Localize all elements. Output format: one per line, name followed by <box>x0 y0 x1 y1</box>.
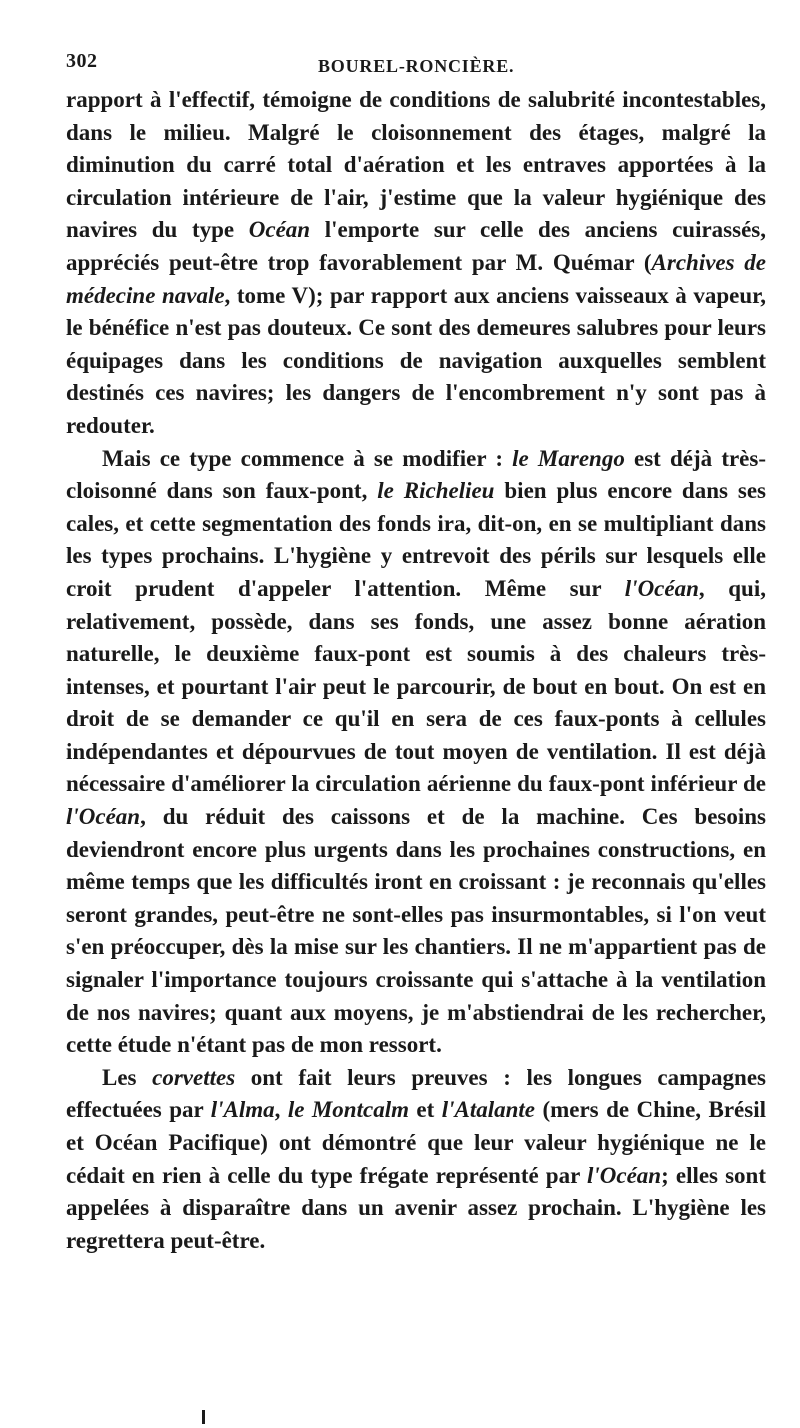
text-run: Les <box>102 1064 153 1090</box>
italic-text: l'Atalante <box>441 1097 536 1123</box>
italic-text: l'Alma <box>210 1097 275 1123</box>
italic-text: le Richelieu <box>377 478 495 504</box>
italic-text: l'Océan <box>587 1162 662 1188</box>
italic-text: le Marengo <box>512 445 625 471</box>
page-number: 302 <box>66 50 98 72</box>
text-run: (mers de Chine, Brésil et Océan Pacifique) ont démontré que leur valeur hygiénique ne le cédait en rien à celle du type frégate représenté par <box>66 1097 766 1188</box>
paragraph <box>66 84 766 443</box>
italic-text: l'Océan <box>66 804 141 830</box>
italic-text: Archives de médecine navale <box>66 249 766 308</box>
paragraph <box>66 443 766 1062</box>
body-text <box>66 84 766 1257</box>
document-page <box>66 44 766 1257</box>
page-header <box>66 44 766 84</box>
text-run: ont fait leurs preuves : les longues campagnes effectuées par <box>66 1064 767 1123</box>
paragraph <box>66 1062 766 1258</box>
italic-text: l'Océan <box>624 575 699 601</box>
italic-text: le Montcalm <box>287 1097 409 1123</box>
text-run: bien plus encore dans ses cales, et cette segmentation des fonds ira, dit-on, en se multipliant dans les types prochains. L'hygiène y entrevoit des périls sur lesquels elle croit prudent d'appeler l'attention. Même sur <box>66 478 766 601</box>
text-run: et <box>408 1097 442 1123</box>
text-run: , qui, relativement, possède, dans ses fonds, une assez bonne aération naturelle, le deuxième faux-pont est soumis à des chaleurs très-intenses, et pourtant l'air peut le parcourir, de bout en bout. On est en droit de se demander ce qu'il en sera de ces faux-ponts à cellules indépendantes et dépourvues de tout moyen de ventilation. Il est déjà nécessaire d'améliorer la circulation aérienne du faux-pont inférieur de <box>66 575 766 797</box>
text-run: , du réduit des caissons et de la machine. Ces besoins deviendront encore plus urgents dans les prochaines constructions, en même temps que les difficultés iront en croissant : je reconnais qu'elles seront grandes, peut-être ne sont-elles pas insurmontables, si l'on veut s'en préoccuper, dès la mise sur les chantiers. Il ne m'appartient pas de signaler l'importance toujours croissante qui s'attache à la ventilation de nos navires; quant aux moyens, je m'abstiendrai de les rechercher, cette étude n'étant pas de mon ressort. <box>66 804 766 1058</box>
running-head: BOUREL-RONCIÈRE. <box>318 56 515 76</box>
italic-text: Océan <box>248 217 311 243</box>
text-run: est déjà très-cloisonné dans son faux-pont, <box>66 445 767 504</box>
text-run: l'emporte sur celle des anciens cuirassés, appréciés peut-être trop favorablement par M. Quémar ( <box>66 217 766 275</box>
text-run: rapport à l'effectif, témoigne de conditions de salubrité incontestables, dans le milieu. Malgré le cloisonnement des étages, malgré la diminution du carré total d'aération et les entraves apportées à la circulation intérieure de l'air, j'estime que la valeur hygiénique des navires du type <box>66 87 766 243</box>
text-run: , <box>274 1097 288 1123</box>
text-run: , tome V); par rapport aux anciens vaisseaux à vapeur, le bénéfice n'est pas douteux. Ce sont des demeures salubres pour leurs équipages dans les conditions de navigation auxquelles semblent destinés ces navires; les dangers de l'encombrement n'y sont pas à redouter. <box>66 282 766 438</box>
print-mark <box>202 1410 205 1424</box>
italic-text: corvettes <box>152 1064 236 1090</box>
text-run: ; elles sont appelées à disparaître dans un avenir assez prochain. L'hygiène les regrettera peut-être. <box>66 1162 767 1253</box>
text-run: Mais ce type commence à se modifier : <box>102 445 513 471</box>
